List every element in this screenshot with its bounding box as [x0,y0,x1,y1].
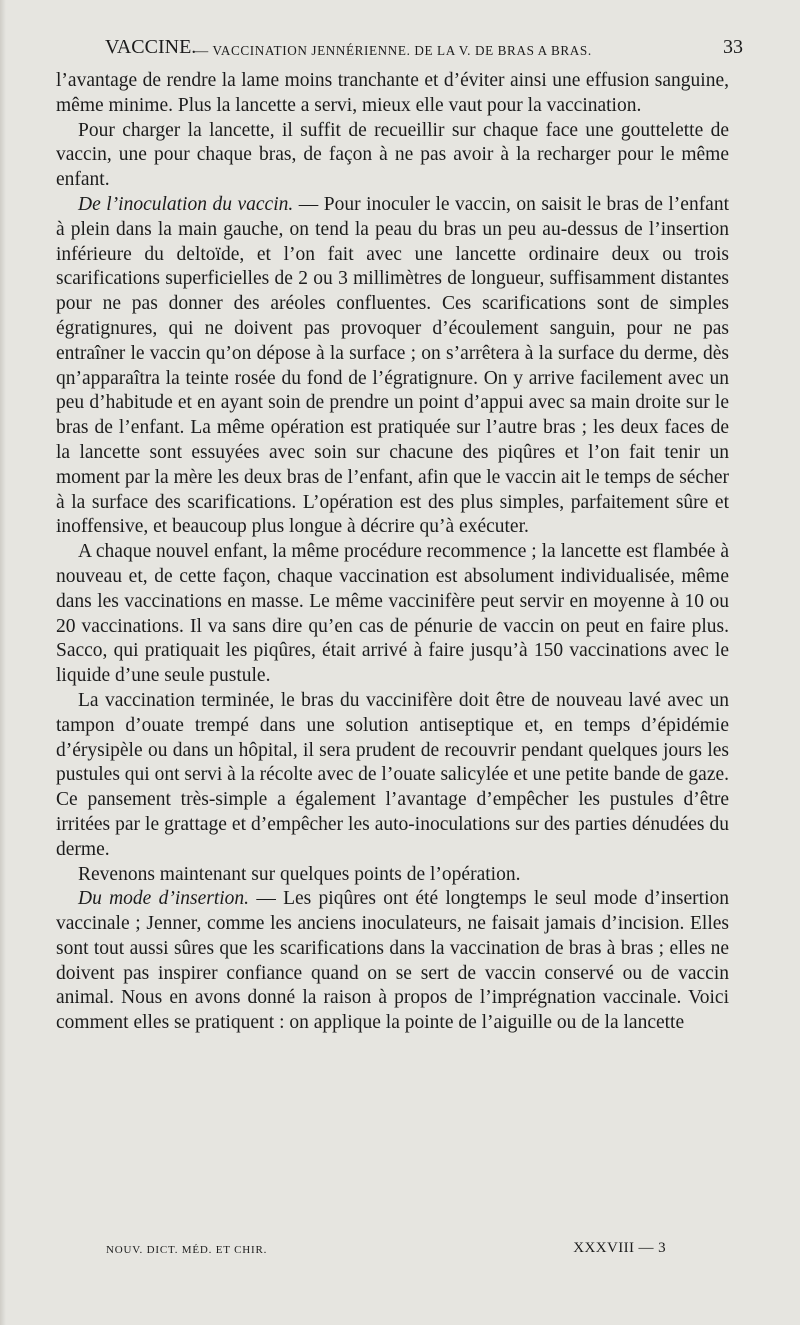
paragraph-text: A chaque nouvel enfant, la même procédure recommence ; la lancette est flambée à nouveau et, de cette façon, chaque vaccination est absolument individualisée, même dans les vaccinations en masse. Le même vaccinifère peut servir en moyenne à 10 ou 20 vaccinations. Il va sans dire qu’en cas de pénurie de vaccin on peut en faire plus. Sacco, qui pratiquait les piqûres, était arrivé à faire jusqu’à 150 vaccinations avec le liquide d’une seule pustule. [56,541,729,687]
page-footer [106,1242,666,1262]
paragraph [56,193,729,540]
paragraph [56,119,729,193]
paragraph-text: Revenons maintenant sur quelques points de l’opération. [78,863,521,885]
paragraph [56,887,729,1036]
paragraph-text: — Les piqûres ont été longtemps le seul mode d’insertion vaccinale ; Jenner, comme les anciens inoculateurs, ne faisait jamais d’incision. Elles sont tout aussi sûres que les scarifications dans la vaccination de bras à bras ; elles ne doivent pas inspirer confiance quand on se sert de vaccin conservé ou de vaccin animal. Nous en avons donné la raison à propos de l’imprégnation vaccinale. Voici comment elles se pratiquent : on applique la pointe de l’aiguille ou de la lancette [56,888,729,1034]
footer-publication: NOUV. DICT. MÉD. ET CHIR. [106,1244,268,1256]
paragraph-text: Pour charger la lancette, il suffit de recueillir sur chaque face une gouttelette de vaccin, une pour chaque bras, de façon à ne pas avoir à la recharger pour le même enfant. [56,119,729,191]
page-number: 33 [723,36,743,58]
footer-volume-signature: XXXVIII — 3 [573,1240,666,1256]
page-edge-shadow [0,0,6,1325]
running-header [78,36,743,66]
body-text [56,69,729,1036]
section-heading-insertion: Du mode d’insertion. [78,888,250,910]
paragraph [56,689,729,863]
header-title: VACCINE. [105,36,197,58]
section-heading-inoculation: De l’inoculation du vaccin. [78,193,294,215]
paragraph [56,69,729,119]
paragraph-text: l’avantage de rendre la lame moins tranchante et d’éviter ainsi une effusion sanguine, même minime. Plus la lancette a servi, mieux elle vaut pour la vaccination. [56,70,729,116]
paragraph [56,540,729,689]
header-subtitle: — VACCINATION JENNÉRIENNE. DE LA V. DE BRAS A BRAS. [195,43,592,58]
paragraph-text: La vaccination terminée, le bras du vaccinifère doit être de nouveau lavé avec un tampon d’ouate trempé dans une solution antiseptique et, en temps d’épidémie d’érysipèle ou dans un hôpital, il sera prudent de recouvrir pendant quelques jours les pustules qui ont servi à la récolte avec de l’ouate salicylée et une petite bande de gaze. Ce pansement très-simple a également l’avantage d’empêcher les pustules d’être irritées par le grattage et d’empêcher les auto-inoculations sur des parties dénudées du derme. [56,689,729,860]
paragraph [56,863,729,888]
paragraph-text: — Pour inoculer le vaccin, on saisit le bras de l’enfant à plein dans la main gauche, on tend la peau du bras un peu au-dessus de l’insertion inférieure du deltoïde, et l’on fait avec une lancette ordinaire deux ou trois scarifications superficielles de 2 ou 3 millimètres de longueur, suffisamment distantes pour ne pas donner des aréoles confluentes. Ces scarifications sont de simples égratignures, qui ne doivent pas provoquer d’écoulement sanguin, pour ne pas entraîner le vaccin qu’on dépose à la surface ; on s’arrêtera à la surface du derme, dès qn’apparaîtra la teinte rosée du fond de l’égratignure. On y arrive facilement avec un peu d’habitude et en ayant soin de prendre un point d’appui avec sa main droite sur le bras de l’enfant. La même opération est pratiquée sur l’autre bras ; les deux faces de la lancette sont essuyées avec soin sur chacune des piqûres et l’on fait tenir un moment par la mère les deux bras de l’enfant, afin que le vaccin ait le temps de sécher à la surface des scarifications. L’opération est des plus simples, parfaitement sûre et inoffensive, et beaucoup plus longue à décrire qu’à exécuter. [56,193,730,538]
